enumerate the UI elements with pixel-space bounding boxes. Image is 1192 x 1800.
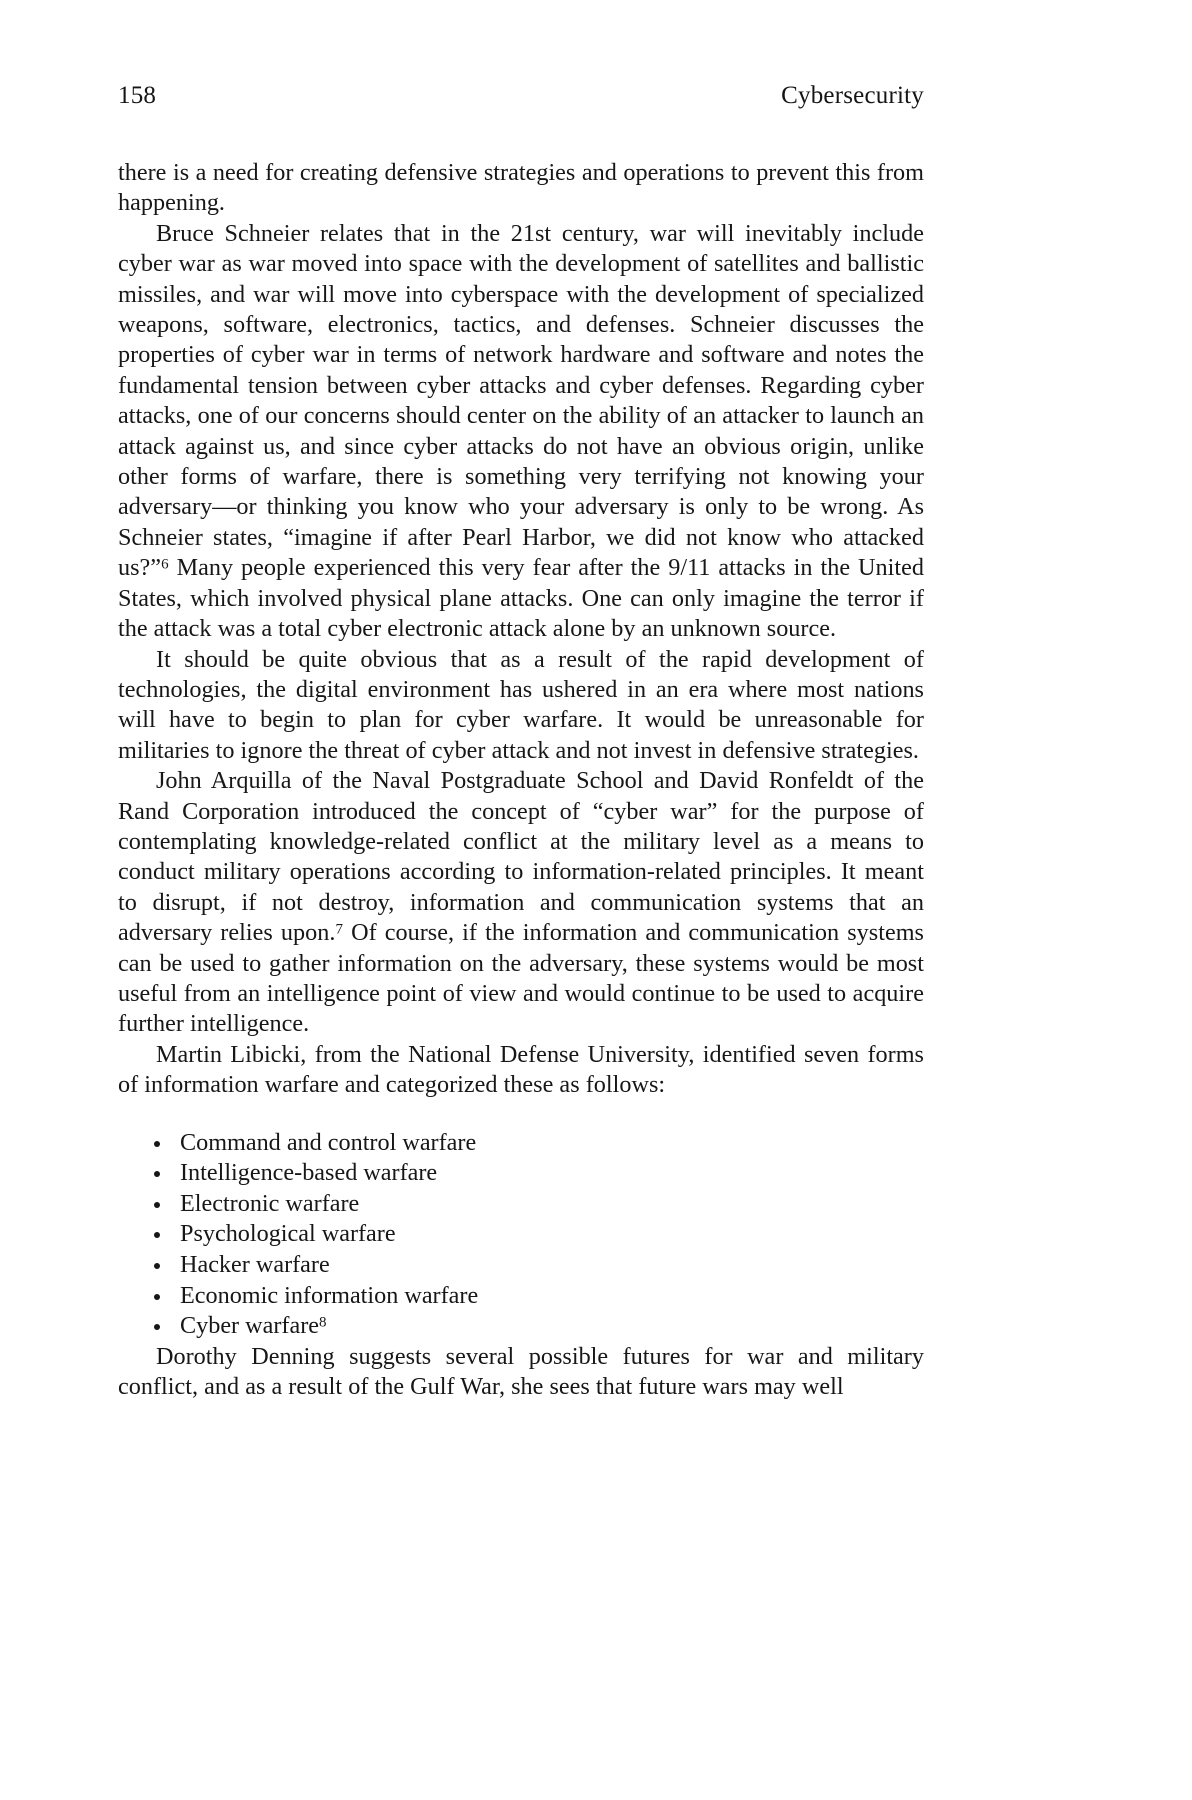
list-item-label: Electronic warfare [180,1189,360,1217]
list-item [118,1128,924,1159]
list-item [118,1189,924,1220]
list-item [118,1311,924,1342]
footnote-marker-7: 7 [335,921,343,938]
list-item-label: Intelligence-based warfare [180,1159,438,1187]
paragraph-continuation: there is a need for creating defensive strategies and operations to prevent this from happening. [118,159,924,217]
bullet-icon [154,1294,160,1300]
paragraph-schneier [118,219,924,645]
page-body [118,158,924,1403]
footnote-marker-8: 8 [319,1314,327,1331]
list-item [118,1158,924,1189]
bullet-icon [154,1141,160,1147]
paragraph-text-part: Of course, if the information and communication systems can be used to gather information on the adversary, these systems would be most useful from an intelligence point of view and would continue to be used to acquire further intelligence. [118,919,924,1038]
list-item [118,1281,924,1312]
bullet-icon [154,1232,160,1238]
bullet-icon [154,1263,160,1269]
paragraph-digital-environment: It should be quite obvious that as a result of the rapid development of technologies, the digital environment has ushered in an era where most nations will have to begin to plan for cyber warfare. It would be unreasonable for militaries to ignore the threat of cyber attack and not invest in defensive strategies. [118,645,924,764]
list-item-label: Hacker warfare [180,1250,330,1278]
running-head [118,82,924,110]
list-item-label: Economic information warfare [180,1281,479,1309]
list-item-label: Cyber warfare [180,1312,319,1340]
bullet-icon [154,1171,160,1177]
list-item-label: Command and control warfare [180,1128,477,1156]
paragraph-text-part: Bruce Schneier relates that in the 21st century, war will inevitably include cyber war as war moved into space with the development of satellites and ballistic missiles, and war will move into cyberspace with the development of specialized weapons, software, electronics, tactics, and defenses. Schneier discusses the properties of cyber war in terms of network hardware and software and notes the fundamental tension between cyber attacks and cyber defenses. Regarding cyber attacks, one of our concerns should center on the ability of an attacker to launch an attack against us, and since cyber attacks do not have an obvious origin, unlike other forms of warfare, there is something very terrifying not knowing your adversary—or thinking you know who your adversary is only to be wrong. As Schneier states, “imagine if after Pearl Harbor, we did not know who attacked us?” [118,219,924,582]
information-warfare-list [118,1128,924,1342]
list-item [118,1250,924,1281]
paragraph-libicki: Martin Libicki, from the National Defense University, identified seven forms of information warfare and categorized these as follows: [118,1040,924,1099]
footnote-marker-6: 6 [161,556,169,573]
paragraph-text-part: Many people experienced this very fear after the 9/11 attacks in the United States, which involved physical plane attacks. One can only imagine the terror if the attack was a total cyber electronic attack alone by an unknown source. [118,554,924,643]
paragraph-text-part: John Arquilla of the Naval Postgraduate School and David Ronfeldt of the Rand Corporation introduced the concept of “cyber war” for the purpose of contemplating knowledge-related conflict at the military level as a means to conduct military operations according to information-related principles. It meant to disrupt, if not destroy, information and communication systems that an adversary relies upon. [118,767,924,947]
running-head-title: Cybersecurity [781,82,924,109]
list-item-label: Psychological warfare [180,1220,396,1248]
paragraph-arquilla-ronfeldt [118,766,924,1040]
bullet-icon [154,1324,160,1330]
bullet-icon [154,1202,160,1208]
list-item [118,1219,924,1250]
page-number: 158 [118,82,157,109]
paragraph-denning: Dorothy Denning suggests several possible futures for war and military conflict, and as a result of the Gulf War, she sees that future wars may well [118,1342,924,1401]
